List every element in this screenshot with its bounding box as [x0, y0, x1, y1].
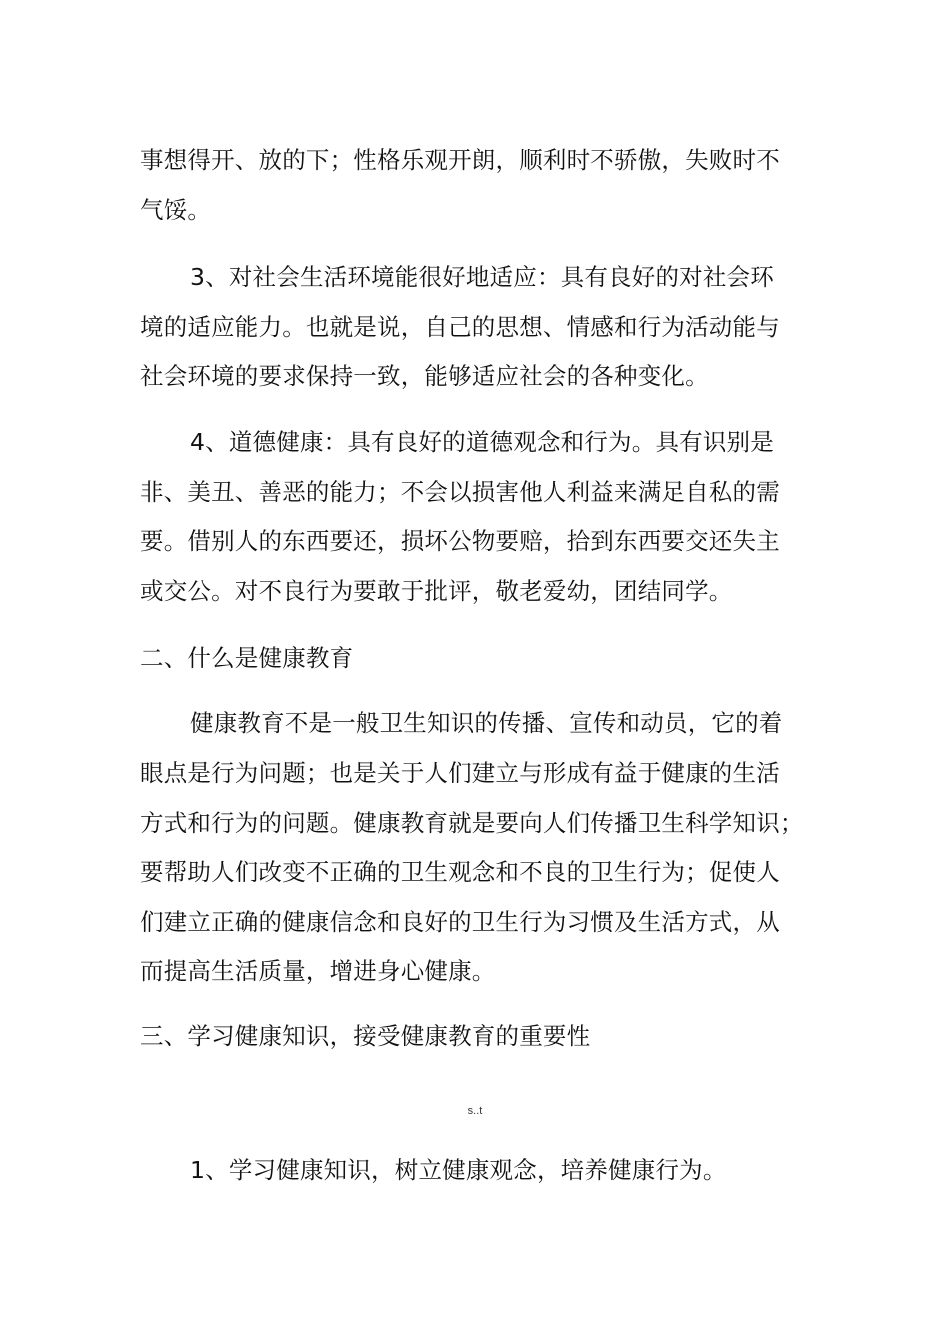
paragraph-line: 3、对社会生活环境能很好地适应：具有良好的对社会环 [190, 263, 774, 291]
paragraph-line: 要。借别人的东西要还，损坏公物要赔，拾到东西要交还失主 [140, 527, 780, 555]
paragraph-line: 要帮助人们改变不正确的卫生观念和不良的卫生行为；促使人 [140, 858, 780, 886]
paragraph-line: 境的适应能力。也就是说，自己的思想、情感和行为活动能与 [140, 313, 780, 341]
paragraph-line: 非、美丑、善恶的能力；不会以损害他人利益来满足自私的需 [140, 478, 780, 506]
section-heading: 三、学习健康知识，接受健康教育的重要性 [140, 1022, 591, 1050]
paragraph-line: 方式和行为的问题。健康教育就是要向人们传播卫生科学知识； [140, 809, 804, 837]
paragraph-line: 健康教育不是一般卫生知识的传播、宣传和动员，它的着 [190, 709, 783, 737]
paragraph-line: 们建立正确的健康信念和良好的卫生行为习惯及生活方式，从 [140, 908, 780, 936]
paragraph-line: 而提高生活质量，增进身心健康。 [140, 957, 496, 985]
paragraph-line: 社会环境的要求保持一致，能够适应社会的各种变化。 [140, 362, 709, 390]
paragraph-line: 眼点是行为问题；也是关于人们建立与形成有益于健康的生活 [140, 759, 780, 787]
paragraph-line: 1、学习健康知识，树立健康观念，培养健康行为。 [190, 1156, 727, 1184]
paragraph-line: 或交公。对不良行为要敢于批评，敬老爱幼，团结同学。 [140, 577, 733, 605]
section-heading: 二、什么是健康教育 [140, 644, 354, 672]
paragraph-line: 事想得开、放的下；性格乐观开朗，顺利时不骄傲，失败时不 [140, 146, 780, 174]
page-footer-mark: s..t [467, 1105, 483, 1117]
paragraph-line: 气馁。 [140, 196, 212, 224]
paragraph-line: 4、道德健康：具有良好的道德观念和行为。具有识别是 [190, 428, 774, 456]
